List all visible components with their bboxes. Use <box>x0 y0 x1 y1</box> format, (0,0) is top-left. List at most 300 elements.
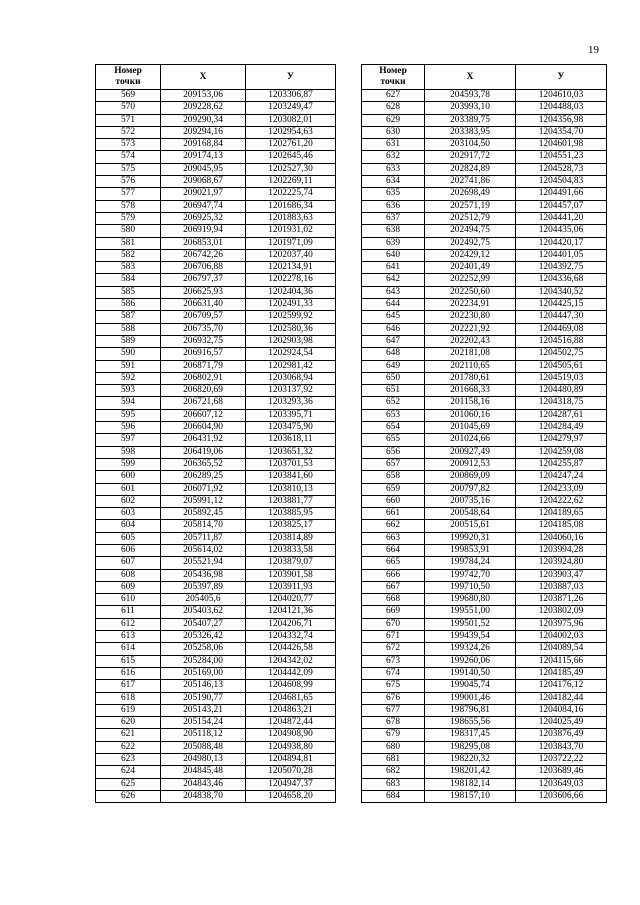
y-coordinate-cell: 1204938,80 <box>246 741 336 753</box>
table-row <box>96 237 336 249</box>
header-point-label: Номер точки <box>379 66 407 87</box>
table-row <box>362 729 607 741</box>
point-number-cell: 597 <box>96 434 161 446</box>
y-coordinate-cell: 1204426,58 <box>246 643 336 655</box>
point-number-cell: 667 <box>362 581 425 593</box>
table-row <box>362 335 607 347</box>
point-number-cell: 580 <box>96 225 161 237</box>
table-row <box>362 348 607 360</box>
point-number-cell: 569 <box>96 90 161 102</box>
y-coordinate-cell: 1204318,75 <box>516 397 607 409</box>
y-coordinate-cell: 1204491,66 <box>516 188 607 200</box>
point-number-cell: 627 <box>362 90 425 102</box>
x-coordinate-cell: 202202,43 <box>425 335 516 347</box>
y-coordinate-cell: 1202527,30 <box>246 163 336 175</box>
y-coordinate-cell: 1204658,20 <box>246 790 336 802</box>
header-y: У <box>516 65 607 90</box>
coordinates-table-right <box>361 64 607 803</box>
point-number-cell: 594 <box>96 397 161 409</box>
point-number-cell: 570 <box>96 102 161 114</box>
point-number-cell: 619 <box>96 704 161 716</box>
y-coordinate-cell: 1204233,09 <box>516 483 607 495</box>
point-number-cell: 630 <box>362 126 425 138</box>
x-coordinate-cell: 206289,25 <box>161 471 246 483</box>
y-coordinate-cell: 1204469,08 <box>516 323 607 335</box>
point-number-cell: 615 <box>96 655 161 667</box>
x-coordinate-cell: 203104,50 <box>425 139 516 151</box>
table-row <box>362 704 607 716</box>
y-coordinate-cell: 1204519,03 <box>516 372 607 384</box>
x-coordinate-cell: 199045,74 <box>425 680 516 692</box>
point-number-cell: 571 <box>96 114 161 126</box>
y-coordinate-cell: 1204401,05 <box>516 249 607 261</box>
x-coordinate-cell: 204980,13 <box>161 754 246 766</box>
x-coordinate-cell: 209153,06 <box>161 90 246 102</box>
x-coordinate-cell: 201668,33 <box>425 385 516 397</box>
x-coordinate-cell: 200927,49 <box>425 446 516 458</box>
table-row <box>362 594 607 606</box>
table-row <box>96 114 336 126</box>
x-coordinate-cell: 198796,81 <box>425 704 516 716</box>
point-number-cell: 589 <box>96 335 161 347</box>
y-coordinate-cell: 1203814,89 <box>246 532 336 544</box>
point-number-cell: 642 <box>362 274 425 286</box>
y-coordinate-cell: 1202954,63 <box>246 126 336 138</box>
point-number-cell: 637 <box>362 212 425 224</box>
point-number-cell: 635 <box>362 188 425 200</box>
y-coordinate-cell: 1203810,13 <box>246 483 336 495</box>
point-number-cell: 677 <box>362 704 425 716</box>
y-coordinate-cell: 1203901,58 <box>246 569 336 581</box>
x-coordinate-cell: 206625,93 <box>161 286 246 298</box>
y-coordinate-cell: 1201883,63 <box>246 212 336 224</box>
point-number-cell: 603 <box>96 508 161 520</box>
y-coordinate-cell: 1204176,12 <box>516 680 607 692</box>
point-number-cell: 626 <box>96 790 161 802</box>
y-coordinate-cell: 1201686,34 <box>246 200 336 212</box>
table-row <box>362 176 607 188</box>
point-number-cell: 681 <box>362 754 425 766</box>
y-coordinate-cell: 1203475,90 <box>246 422 336 434</box>
point-number-cell: 653 <box>362 409 425 421</box>
table-row <box>362 754 607 766</box>
y-coordinate-cell: 1204516,88 <box>516 335 607 347</box>
point-number-cell: 598 <box>96 446 161 458</box>
page-number: 19 <box>588 44 599 56</box>
point-number-cell: 652 <box>362 397 425 409</box>
y-coordinate-cell: 1204060,16 <box>516 532 607 544</box>
y-coordinate-cell: 1204247,24 <box>516 471 607 483</box>
point-number-cell: 650 <box>362 372 425 384</box>
table-row <box>96 766 336 778</box>
y-coordinate-cell: 1204528,73 <box>516 163 607 175</box>
y-coordinate-cell: 1204089,54 <box>516 643 607 655</box>
table-row <box>96 717 336 729</box>
x-coordinate-cell: 202110,65 <box>425 360 516 372</box>
point-number-cell: 595 <box>96 409 161 421</box>
x-coordinate-cell: 199439,54 <box>425 631 516 643</box>
y-coordinate-cell: 1204189,65 <box>516 508 607 520</box>
y-coordinate-cell: 1203825,17 <box>246 520 336 532</box>
y-coordinate-cell: 1204025,49 <box>516 717 607 729</box>
y-coordinate-cell: 1204420,17 <box>516 237 607 249</box>
x-coordinate-cell: 200515,61 <box>425 520 516 532</box>
x-coordinate-cell: 205403,62 <box>161 606 246 618</box>
point-number-cell: 663 <box>362 532 425 544</box>
table-row <box>96 520 336 532</box>
table-row <box>96 790 336 802</box>
table-row <box>96 618 336 630</box>
table-row <box>96 606 336 618</box>
y-coordinate-cell: 1203802,09 <box>516 606 607 618</box>
table-row <box>362 409 607 421</box>
x-coordinate-cell: 200797,82 <box>425 483 516 495</box>
table-row <box>96 225 336 237</box>
table-row <box>96 274 336 286</box>
x-coordinate-cell: 202492,75 <box>425 237 516 249</box>
table-row <box>362 385 607 397</box>
table-row <box>96 335 336 347</box>
y-coordinate-cell: 1203843,70 <box>516 741 607 753</box>
x-coordinate-cell: 201780,61 <box>425 372 516 384</box>
y-coordinate-cell: 1204908,90 <box>246 729 336 741</box>
table-row <box>362 581 607 593</box>
table-row <box>362 299 607 311</box>
y-coordinate-cell: 1203879,07 <box>246 557 336 569</box>
x-coordinate-cell: 203389,75 <box>425 114 516 126</box>
table-row <box>96 299 336 311</box>
y-coordinate-cell: 1204287,61 <box>516 409 607 421</box>
point-number-cell: 587 <box>96 311 161 323</box>
x-coordinate-cell: 209045,95 <box>161 163 246 175</box>
table-row <box>96 176 336 188</box>
y-coordinate-cell: 1202404,36 <box>246 286 336 298</box>
y-coordinate-cell: 1203606,66 <box>516 790 607 802</box>
table-row <box>362 237 607 249</box>
y-coordinate-cell: 1203994,28 <box>516 544 607 556</box>
x-coordinate-cell: 205407,27 <box>161 618 246 630</box>
y-coordinate-cell: 1202903,98 <box>246 335 336 347</box>
point-number-cell: 672 <box>362 643 425 655</box>
y-coordinate-cell: 1204392,75 <box>516 262 607 274</box>
y-coordinate-cell: 1204894,81 <box>246 754 336 766</box>
table-row <box>362 262 607 274</box>
y-coordinate-cell: 1202278,16 <box>246 274 336 286</box>
x-coordinate-cell: 198655,56 <box>425 717 516 729</box>
x-coordinate-cell: 201158,16 <box>425 397 516 409</box>
x-coordinate-cell: 199680,80 <box>425 594 516 606</box>
table-row <box>96 348 336 360</box>
point-number-cell: 680 <box>362 741 425 753</box>
x-coordinate-cell: 199710,50 <box>425 581 516 593</box>
table-row <box>96 397 336 409</box>
y-coordinate-cell: 1205070,28 <box>246 766 336 778</box>
table-row <box>362 643 607 655</box>
point-number-cell: 593 <box>96 385 161 397</box>
y-coordinate-cell: 1202981,42 <box>246 360 336 372</box>
x-coordinate-cell: 199920,31 <box>425 532 516 544</box>
y-coordinate-cell: 1202599,92 <box>246 311 336 323</box>
x-coordinate-cell: 206365,52 <box>161 458 246 470</box>
x-coordinate-cell: 205258,06 <box>161 643 246 655</box>
y-coordinate-cell: 1204608,99 <box>246 680 336 692</box>
point-number-cell: 638 <box>362 225 425 237</box>
y-coordinate-cell: 1203903,47 <box>516 569 607 581</box>
x-coordinate-cell: 206071,92 <box>161 483 246 495</box>
table-row <box>96 680 336 692</box>
table-row <box>96 557 336 569</box>
x-coordinate-cell: 206802,91 <box>161 372 246 384</box>
x-coordinate-cell: 202250,60 <box>425 286 516 298</box>
x-coordinate-cell: 209290,34 <box>161 114 246 126</box>
point-number-cell: 616 <box>96 667 161 679</box>
point-number-cell: 682 <box>362 766 425 778</box>
x-coordinate-cell: 202234,91 <box>425 299 516 311</box>
x-coordinate-cell: 199324,26 <box>425 643 516 655</box>
x-coordinate-cell: 201024,66 <box>425 434 516 446</box>
x-coordinate-cell: 205284,00 <box>161 655 246 667</box>
table-row <box>96 102 336 114</box>
x-coordinate-cell: 202512,79 <box>425 212 516 224</box>
x-coordinate-cell: 205614,02 <box>161 544 246 556</box>
x-coordinate-cell: 199742,70 <box>425 569 516 581</box>
table-row <box>96 249 336 261</box>
x-coordinate-cell: 198220,32 <box>425 754 516 766</box>
table-row <box>362 655 607 667</box>
x-coordinate-cell: 205397,89 <box>161 581 246 593</box>
table-row <box>362 667 607 679</box>
y-coordinate-cell: 1203689,46 <box>516 766 607 778</box>
x-coordinate-cell: 198317,45 <box>425 729 516 741</box>
point-number-cell: 591 <box>96 360 161 372</box>
coordinates-table-left <box>95 64 336 803</box>
y-coordinate-cell: 1204002,03 <box>516 631 607 643</box>
table-row <box>96 643 336 655</box>
point-number-cell: 666 <box>362 569 425 581</box>
table-row <box>362 692 607 704</box>
y-coordinate-cell: 1204681,65 <box>246 692 336 704</box>
point-number-cell: 634 <box>362 176 425 188</box>
point-number-cell: 585 <box>96 286 161 298</box>
table-row <box>96 126 336 138</box>
point-number-cell: 572 <box>96 126 161 138</box>
header-point-number <box>362 65 425 90</box>
point-number-cell: 622 <box>96 741 161 753</box>
table-row <box>96 385 336 397</box>
table-row <box>362 520 607 532</box>
table-row <box>362 151 607 163</box>
table-row <box>362 544 607 556</box>
x-coordinate-cell: 204843,46 <box>161 778 246 790</box>
table-row <box>96 446 336 458</box>
x-coordinate-cell: 200869,09 <box>425 471 516 483</box>
x-coordinate-cell: 203383,95 <box>425 126 516 138</box>
x-coordinate-cell: 206916,57 <box>161 348 246 360</box>
x-coordinate-cell: 205892,45 <box>161 508 246 520</box>
y-coordinate-cell: 1204505,61 <box>516 360 607 372</box>
y-coordinate-cell: 1204284,49 <box>516 422 607 434</box>
x-coordinate-cell: 202571,19 <box>425 200 516 212</box>
point-number-cell: 670 <box>362 618 425 630</box>
table-row <box>96 372 336 384</box>
x-coordinate-cell: 205190,77 <box>161 692 246 704</box>
x-coordinate-cell: 198182,14 <box>425 778 516 790</box>
y-coordinate-cell: 1204206,71 <box>246 618 336 630</box>
table-row <box>96 667 336 679</box>
header-y: У <box>246 65 336 90</box>
table-row <box>362 717 607 729</box>
table-body-left <box>96 90 336 803</box>
point-number-cell: 633 <box>362 163 425 175</box>
table-row <box>362 631 607 643</box>
table-row <box>96 483 336 495</box>
table-row <box>96 262 336 274</box>
table-row <box>96 544 336 556</box>
x-coordinate-cell: 205711,87 <box>161 532 246 544</box>
point-number-cell: 578 <box>96 200 161 212</box>
x-coordinate-cell: 200735,16 <box>425 495 516 507</box>
table-row <box>96 311 336 323</box>
y-coordinate-cell: 1204442,09 <box>246 667 336 679</box>
table-row <box>96 360 336 372</box>
table-row <box>362 778 607 790</box>
table-row <box>362 200 607 212</box>
x-coordinate-cell: 206742,26 <box>161 249 246 261</box>
point-number-cell: 606 <box>96 544 161 556</box>
point-number-cell: 604 <box>96 520 161 532</box>
y-coordinate-cell: 1204480,89 <box>516 385 607 397</box>
table-row <box>96 200 336 212</box>
x-coordinate-cell: 206419,06 <box>161 446 246 458</box>
point-number-cell: 629 <box>362 114 425 126</box>
x-coordinate-cell: 206925,32 <box>161 212 246 224</box>
y-coordinate-cell: 1203651,32 <box>246 446 336 458</box>
x-coordinate-cell: 202698,49 <box>425 188 516 200</box>
y-coordinate-cell: 1203249,47 <box>246 102 336 114</box>
table-row <box>96 655 336 667</box>
table-row <box>96 139 336 151</box>
point-number-cell: 625 <box>96 778 161 790</box>
table-row <box>362 508 607 520</box>
x-coordinate-cell: 203993,10 <box>425 102 516 114</box>
x-coordinate-cell: 209168,84 <box>161 139 246 151</box>
point-number-cell: 611 <box>96 606 161 618</box>
point-number-cell: 613 <box>96 631 161 643</box>
point-number-cell: 612 <box>96 618 161 630</box>
x-coordinate-cell: 199001,46 <box>425 692 516 704</box>
table-row <box>362 212 607 224</box>
table-row <box>362 311 607 323</box>
table-row <box>362 557 607 569</box>
x-coordinate-cell: 199784,24 <box>425 557 516 569</box>
point-number-cell: 599 <box>96 458 161 470</box>
y-coordinate-cell: 1202225,74 <box>246 188 336 200</box>
y-coordinate-cell: 1201971,09 <box>246 237 336 249</box>
y-coordinate-cell: 1204502,75 <box>516 348 607 360</box>
x-coordinate-cell: 199140,50 <box>425 667 516 679</box>
x-coordinate-cell: 205991,12 <box>161 495 246 507</box>
y-coordinate-cell: 1204084,16 <box>516 704 607 716</box>
point-number-cell: 669 <box>362 606 425 618</box>
table-row <box>362 360 607 372</box>
table-row <box>96 286 336 298</box>
y-coordinate-cell: 1204551,23 <box>516 151 607 163</box>
x-coordinate-cell: 204838,70 <box>161 790 246 802</box>
point-number-cell: 605 <box>96 532 161 544</box>
x-coordinate-cell: 206721,68 <box>161 397 246 409</box>
table-body-right <box>362 90 607 803</box>
table-row <box>362 446 607 458</box>
y-coordinate-cell: 1203833,58 <box>246 544 336 556</box>
point-number-cell: 618 <box>96 692 161 704</box>
x-coordinate-cell: 206604,90 <box>161 422 246 434</box>
point-number-cell: 684 <box>362 790 425 802</box>
point-number-cell: 624 <box>96 766 161 778</box>
x-coordinate-cell: 205143,21 <box>161 704 246 716</box>
point-number-cell: 574 <box>96 151 161 163</box>
point-number-cell: 632 <box>362 151 425 163</box>
y-coordinate-cell: 1203082,01 <box>246 114 336 126</box>
point-number-cell: 620 <box>96 717 161 729</box>
table-row <box>362 372 607 384</box>
point-number-cell: 639 <box>362 237 425 249</box>
point-number-cell: 673 <box>362 655 425 667</box>
table-row <box>96 508 336 520</box>
y-coordinate-cell: 1203975,96 <box>516 618 607 630</box>
table-row <box>362 90 607 102</box>
point-number-cell: 636 <box>362 200 425 212</box>
x-coordinate-cell: 202494,75 <box>425 225 516 237</box>
y-coordinate-cell: 1202134,91 <box>246 262 336 274</box>
table-row <box>362 483 607 495</box>
y-coordinate-cell: 1204182,44 <box>516 692 607 704</box>
table-row <box>96 188 336 200</box>
point-number-cell: 661 <box>362 508 425 520</box>
y-coordinate-cell: 1204115,66 <box>516 655 607 667</box>
y-coordinate-cell: 1203306,87 <box>246 90 336 102</box>
table-row <box>362 249 607 261</box>
x-coordinate-cell: 199260,06 <box>425 655 516 667</box>
point-number-cell: 647 <box>362 335 425 347</box>
x-coordinate-cell: 206820,69 <box>161 385 246 397</box>
table-row <box>96 151 336 163</box>
x-coordinate-cell: 205169,00 <box>161 667 246 679</box>
x-coordinate-cell: 206871,79 <box>161 360 246 372</box>
table-row <box>362 139 607 151</box>
table-row <box>362 606 607 618</box>
table-row <box>96 409 336 421</box>
table-row <box>362 766 607 778</box>
y-coordinate-cell: 1203293,36 <box>246 397 336 409</box>
y-coordinate-cell: 1204872,44 <box>246 717 336 729</box>
point-number-cell: 664 <box>362 544 425 556</box>
table-row <box>96 458 336 470</box>
x-coordinate-cell: 199551,00 <box>425 606 516 618</box>
y-coordinate-cell: 1204185,49 <box>516 667 607 679</box>
point-number-cell: 631 <box>362 139 425 151</box>
point-number-cell: 601 <box>96 483 161 495</box>
y-coordinate-cell: 1203911,93 <box>246 581 336 593</box>
x-coordinate-cell: 200912,53 <box>425 458 516 470</box>
point-number-cell: 592 <box>96 372 161 384</box>
x-coordinate-cell: 206932,75 <box>161 335 246 347</box>
y-coordinate-cell: 1203871,26 <box>516 594 607 606</box>
point-number-cell: 640 <box>362 249 425 261</box>
y-coordinate-cell: 1204340,52 <box>516 286 607 298</box>
table-row <box>96 495 336 507</box>
x-coordinate-cell: 202221,92 <box>425 323 516 335</box>
y-coordinate-cell: 1204488,03 <box>516 102 607 114</box>
